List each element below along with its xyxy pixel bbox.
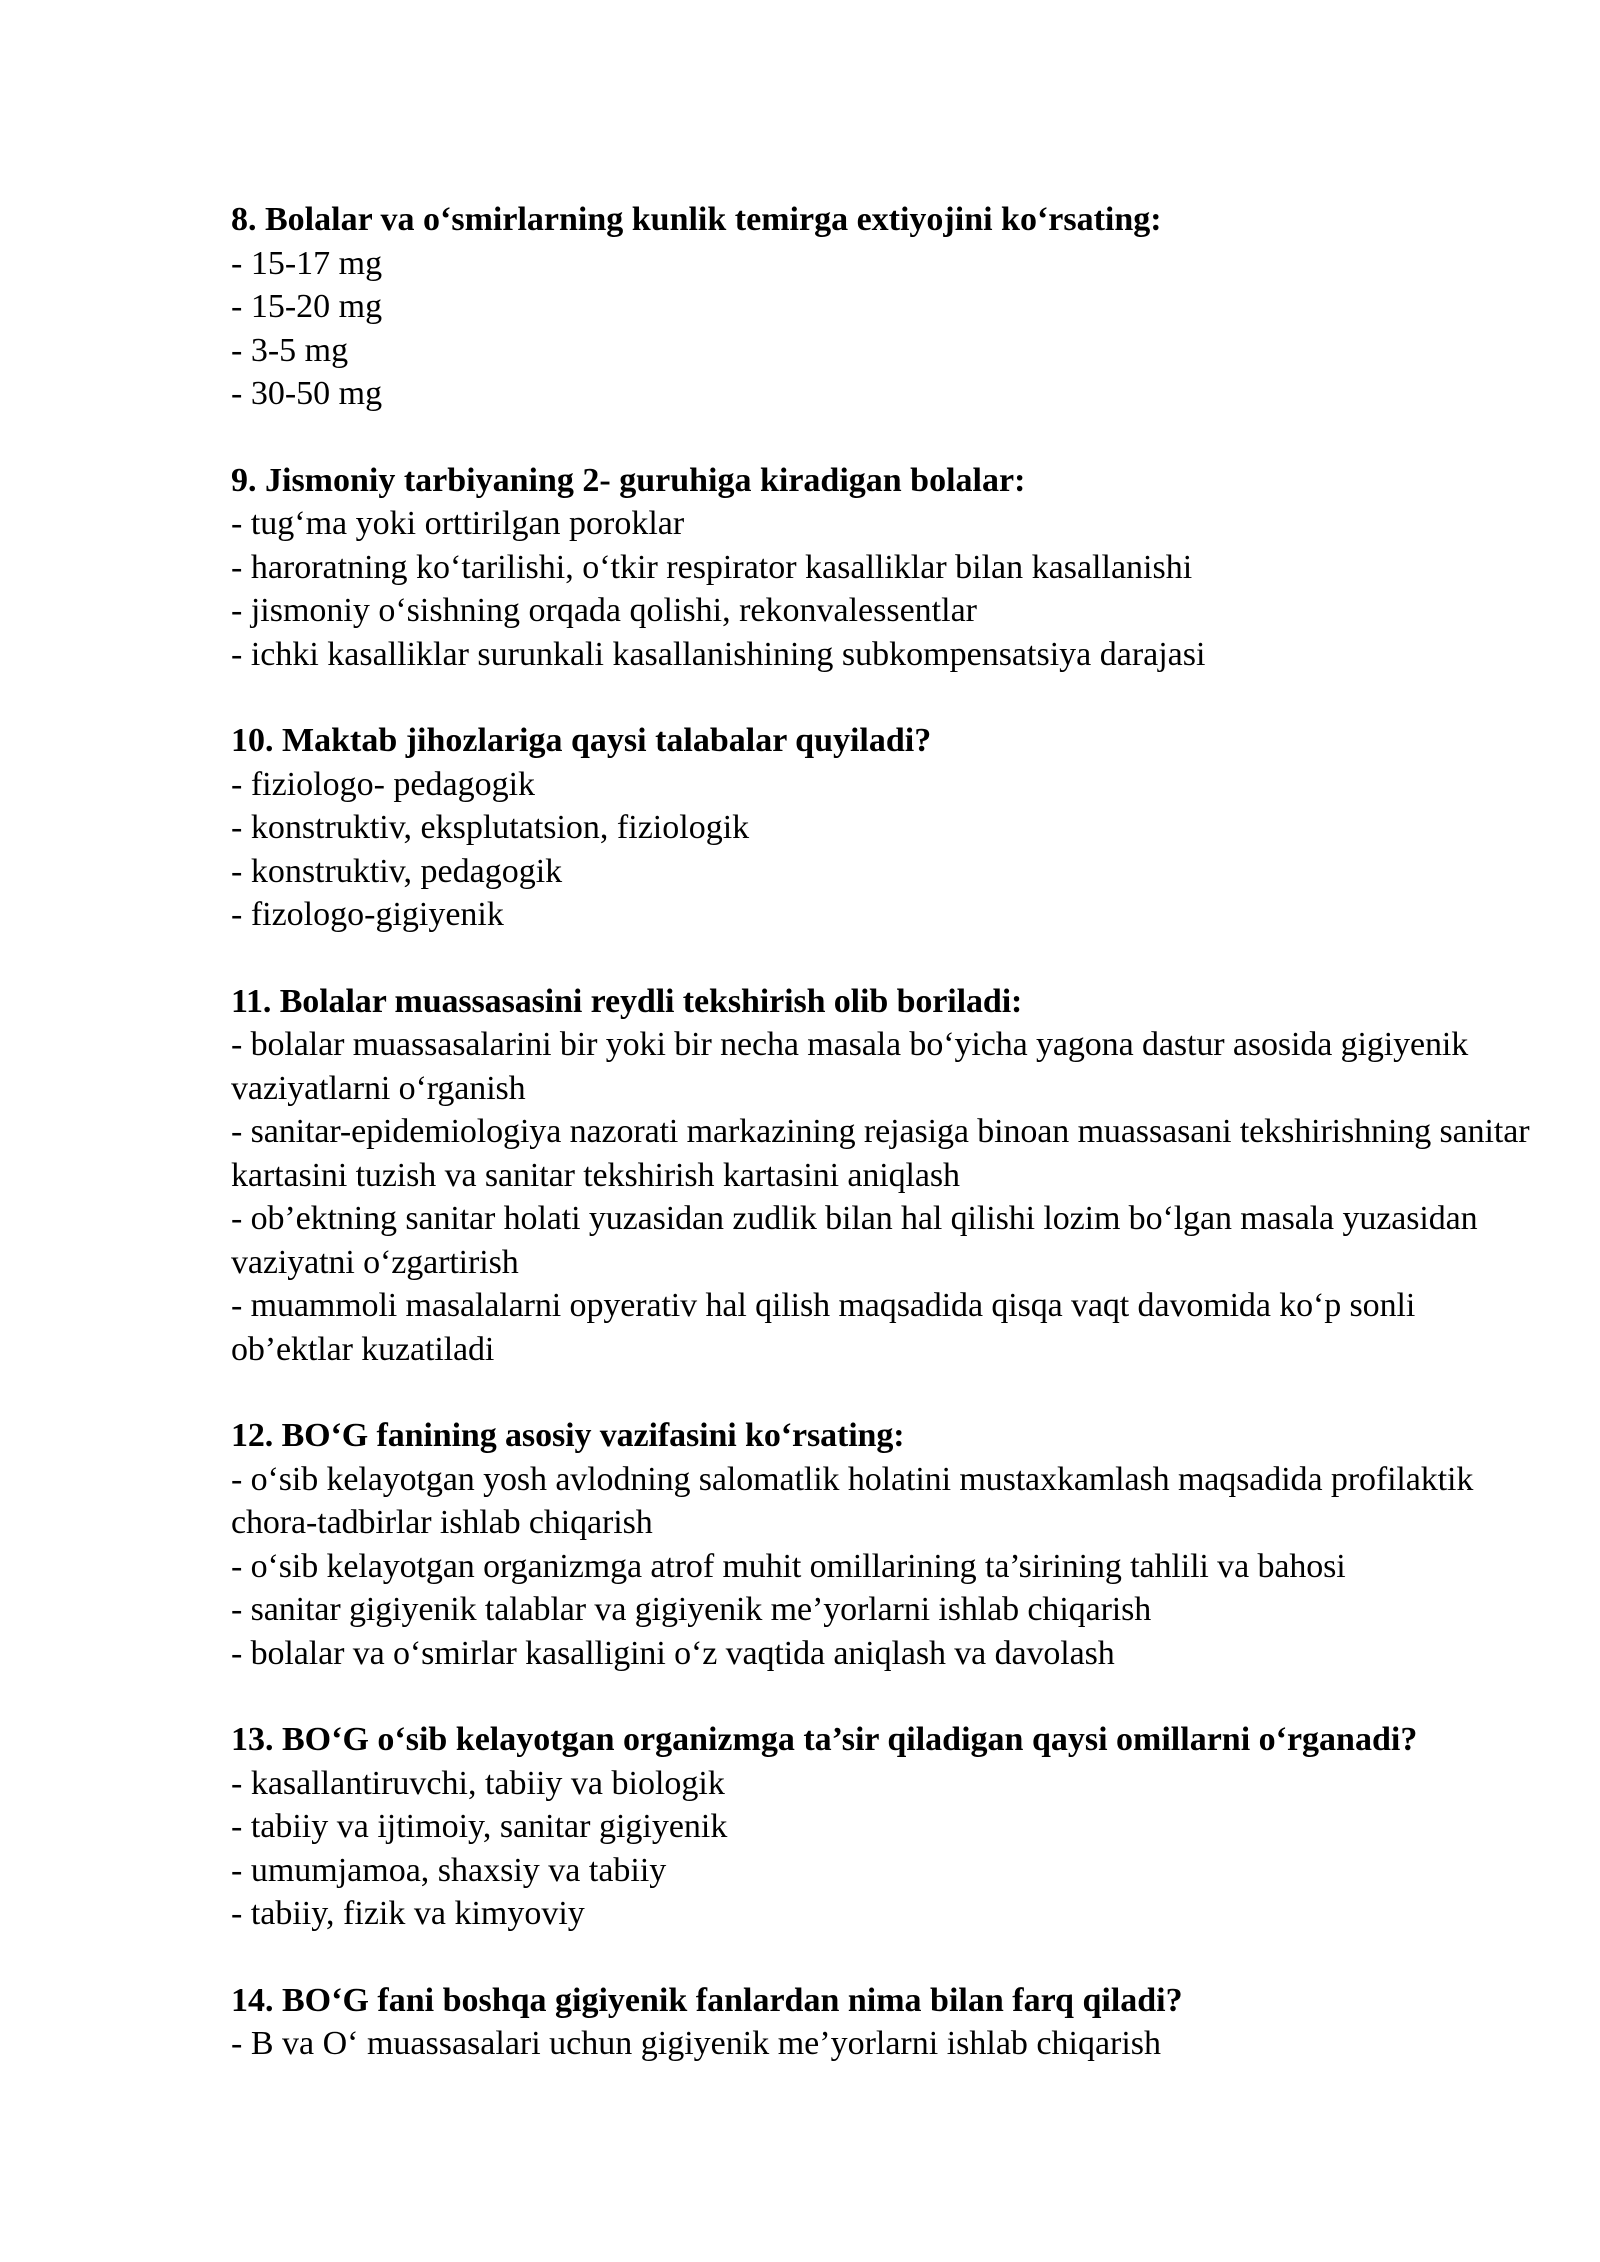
answer-option: - o‘sib kelayotgan organizmga atrof muhit omillarining ta’sirining tahlili va bahosi [231,1547,1346,1585]
answer-option: - bolalar muassasalarini bir yoki bir necha masala bo‘yicha yagona dastur asosida gigiyenik vaziyatlarni o‘rganish [231,1026,1469,1107]
answer-option: - 30-50 mg [231,375,383,412]
question-13 [231,1718,1531,1936]
question-title: 12. BO‘G fanining asosiy vazifasini ko‘rsating: [231,1417,905,1454]
question-12 [231,1414,1531,1675]
answer-option: - umumjamoa, shaxsiy va tabiiy [231,1851,667,1889]
answer-option: - konstruktiv, eksplutatsion, fiziologik [231,809,750,846]
answer-option: - jismoniy o‘sishning orqada qolishi, rekonvalessentlar [231,592,977,629]
question-title: 10. Maktab jihozlariga qaysi talabalar quyiladi? [231,722,932,759]
question-8 [231,198,1531,416]
answer-option: - muammoli masalalarni opyerativ hal qilish maqsadida qisqa vaqt davomida ko‘p sonli ob’ektlar kuzatiladi [231,1287,1416,1368]
document-page [231,198,1531,2109]
answer-option: - bolalar va o‘smirlar kasalligini o‘z vaqtida aniqlash va davolash [231,1634,1115,1672]
answer-option: - sanitar-epidemiologiya nazorati markazining rejasiga binoan muassasani tekshirishning sanitar kartasini tuzish va sanitar tekshirish kartasini aniqlash [231,1113,1530,1194]
answer-option: - o‘sib kelayotgan yosh avlodning salomatlik holatini mustaxkamlash maqsadida profilaktik chora-tadbirlar ishlab chiqarish [231,1460,1474,1541]
answer-option: - sanitar gigiyenik talablar va gigiyenik me’yorlarni ishlab chiqarish [231,1591,1152,1628]
question-11 [231,980,1531,1372]
answer-options [231,502,1531,676]
answer-option: - fizologo-gigiyenik [231,896,504,933]
answer-options [231,1762,1531,1936]
question-title: 14. BO‘G fani boshqa gigiyenik fanlardan nima bilan farq qiladi? [231,1981,1183,2019]
answer-options [231,242,1531,416]
answer-option: - tabiiy va ijtimoiy, sanitar gigiyenik [231,1808,728,1845]
question-title: 11. Bolalar muassasasini reydli tekshirish olib boriladi: [231,982,1023,1020]
answer-option: - konstruktiv, pedagogik [231,852,563,890]
answer-option: - 15-17 mg [231,244,383,282]
answer-option: - kasallantiruvchi, tabiiy va biologik [231,1764,725,1802]
answer-option: - ichki kasalliklar surunkali kasallanishining subkompensatsiya darajasi [231,635,1206,673]
answer-option: - 3-5 mg [231,331,349,369]
answer-options [231,2022,1531,2066]
answer-option: - haroratning ko‘tarilishi, o‘tkir respirator kasalliklar bilan kasallanishi [231,548,1193,586]
question-14 [231,1979,1531,2066]
answer-option: - tabiiy, fizik va kimyoviy [231,1895,585,1932]
answer-option: - B va O‘ muassasalari uchun gigiyenik me’yorlarni ishlab chiqarish [231,2025,1162,2062]
question-title: 13. BO‘G o‘sib kelayotgan organizmga ta’sir qiladigan qaysi omillarni o‘rganadi? [231,1721,1418,1758]
question-10 [231,719,1531,937]
answer-option: - ob’ektning sanitar holati yuzasidan zudlik bilan hal qilishi lozim bo‘lgan masala yuzasidan vaziyatni o‘zgartirish [231,1200,1478,1281]
answer-option: - tug‘ma yoki orttirilgan poroklar [231,505,685,542]
question-9 [231,459,1531,677]
answer-options [231,763,1531,937]
question-title: 9. Jismoniy tarbiyaning 2- guruhiga kiradigan bolalar: [231,461,1026,499]
answer-options [231,1023,1531,1371]
answer-option: - 15-20 mg [231,288,383,325]
question-title: 8. Bolalar va o‘smirlarning kunlik temirga extiyojini ko‘rsating: [231,201,1162,238]
answer-option: - fiziologo- pedagogik [231,765,536,803]
answer-options [231,1458,1531,1676]
